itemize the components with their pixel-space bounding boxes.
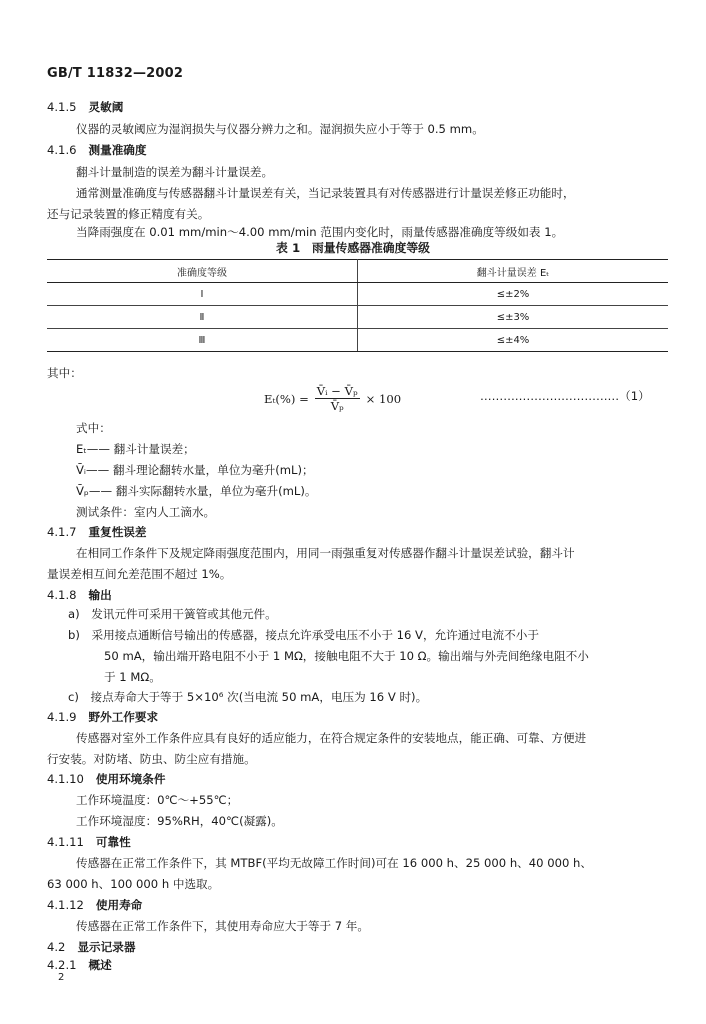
paragraph: 当降雨强度在 0.01 mm/min～4.00 mm/min 范围内变化时，雨量传感器准确度等级如表 1。 (76, 225, 564, 239)
table-cell: Ⅱ (47, 306, 358, 329)
paragraph: 工作环境温度：0℃～+55℃； (76, 793, 239, 807)
table-caption: 表 1 雨量传感器准确度等级 (276, 241, 430, 255)
section-4-1-5-heading (47, 99, 123, 115)
section-title: 野外工作要求 (88, 710, 159, 724)
table-header-cell: 翻斗计量误差 Eₜ (358, 260, 669, 283)
list-item-continuation: 于 1 MΩ。 (104, 670, 161, 684)
paragraph: 还与记录装置的修正精度有关。 (47, 207, 210, 221)
table-header-cell: 准确度等级 (47, 260, 358, 283)
paragraph: 行安装。对防堵、防虫、防尘应有措施。 (47, 752, 256, 766)
formula-fraction (315, 384, 360, 413)
formula-lhs: Eₜ(%) = (264, 391, 309, 406)
section-4-1-6-heading (47, 142, 146, 158)
table-row (47, 283, 668, 306)
formula-definition: Eₜ—— 翻斗计量误差； (76, 442, 195, 456)
section-title: 输出 (88, 588, 112, 602)
section-number: 4.2 (47, 940, 66, 954)
table-cell: ≤±4% (358, 329, 669, 352)
section-number: 4.1.12 (47, 898, 84, 912)
section-4-1-10-heading (47, 771, 165, 787)
formula-definition: V̄ₚ—— 翻斗实际翻转水量，单位为毫升(mL)。 (76, 484, 317, 498)
formula-definition: V̄ᵢ—— 翻斗理论翻转水量，单位为毫升(mL)； (76, 463, 314, 477)
section-number: 4.1.9 (47, 710, 77, 724)
paragraph: 工作环境湿度：95%RH，40℃(凝露)。 (76, 814, 283, 828)
section-number: 4.1.11 (47, 835, 84, 849)
section-title: 测量准确度 (88, 143, 147, 157)
section-number: 4.1.8 (47, 588, 77, 602)
table-cell: ≤±3% (358, 306, 669, 329)
list-item: b) 采用接点通断信号输出的传感器，接点允许承受电压不小于 16 V，允许通过电流不小于 (68, 628, 539, 642)
list-item: a) 发讯元件可采用干簧管或其他元件。 (68, 607, 277, 621)
paragraph: 量误差相互间允差范围不超过 1%。 (47, 567, 232, 581)
paragraph: 传感器在正常工作条件下，其使用寿命应大于等于 7 年。 (76, 919, 369, 933)
table-cell: ≤±2% (358, 283, 669, 306)
formula-intro: 其中： (47, 366, 82, 380)
formula-rhs: × 100 (365, 391, 402, 406)
paragraph: 通常测量准确度与传感器翻斗计量误差有关，当记录装置具有对传感器进行计量误差修正功能时， (76, 186, 575, 200)
paragraph: 在相同工作条件下及规定降雨强度范围内，用同一雨强重复对传感器作翻斗计量误差试验，翻斗计 (76, 546, 575, 560)
section-number: 4.2.1 (47, 958, 77, 972)
formula-where: 式中： (76, 421, 111, 435)
section-number: 4.1.6 (47, 143, 77, 157)
accuracy-table (47, 259, 668, 352)
paragraph: 传感器对室外工作条件应具有良好的适应能力，在符合规定条件的安装地点，能正确、可靠、方便进 (76, 731, 587, 745)
section-number: 4.1.5 (47, 100, 77, 114)
section-title: 显示记录器 (77, 940, 136, 954)
section-4-1-7-heading (47, 524, 146, 540)
paragraph: 仪器的灵敏阈应为湿润损失与仪器分辨力之和。湿润损失应小于等于 0.5 mm。 (76, 122, 484, 136)
section-4-1-11-heading (47, 834, 131, 850)
table-header-row (47, 260, 668, 283)
table-cell: Ⅰ (47, 283, 358, 306)
table-row (47, 329, 668, 352)
formula-denominator: V̄ₚ (330, 399, 344, 413)
section-number: 4.1.10 (47, 772, 84, 786)
table-cell: Ⅲ (47, 329, 358, 352)
standard-header: GB/T 11832—2002 (47, 66, 184, 81)
section-title: 灵敏阈 (88, 100, 124, 114)
formula-definition: 测试条件：室内人工滴水。 (76, 505, 216, 519)
formula-numerator: V̄ᵢ − V̄ₚ (316, 384, 358, 398)
section-4-2-heading (47, 939, 135, 955)
section-4-2-1-heading (47, 957, 112, 973)
paragraph: 63 000 h、100 000 h 中选取。 (47, 877, 220, 891)
section-4-1-12-heading (47, 897, 142, 913)
section-title: 使用寿命 (95, 898, 143, 912)
list-item-continuation: 50 mA，输出端开路电阻不小于 1 MΩ，接触电阻不大于 10 Ω。输出端与外壳间绝缘电阻不小 (104, 649, 589, 663)
section-title: 重复性误差 (88, 525, 147, 539)
paragraph: 传感器在正常工作条件下，其 MTBF(平均无故障工作时间)可在 16 000 h、25 000 h、40 000 h、 (76, 856, 592, 870)
section-title: 使用环境条件 (95, 772, 166, 786)
paragraph: 翻斗计量制造的误差为翻斗计量误差。 (76, 165, 274, 179)
error-formula (264, 384, 401, 413)
section-number: 4.1.7 (47, 525, 77, 539)
section-title: 概述 (88, 958, 112, 972)
list-item: c) 接点寿命大于等于 5×10⁶ 次(当电流 50 mA，电压为 16 V 时)。 (68, 690, 428, 704)
table-row (47, 306, 668, 329)
section-4-1-8-heading (47, 587, 112, 603)
equation-number: ………………………………（1） (480, 389, 650, 403)
section-4-1-9-heading (47, 709, 158, 725)
page-number: 2 (58, 972, 65, 983)
section-title: 可靠性 (95, 835, 131, 849)
